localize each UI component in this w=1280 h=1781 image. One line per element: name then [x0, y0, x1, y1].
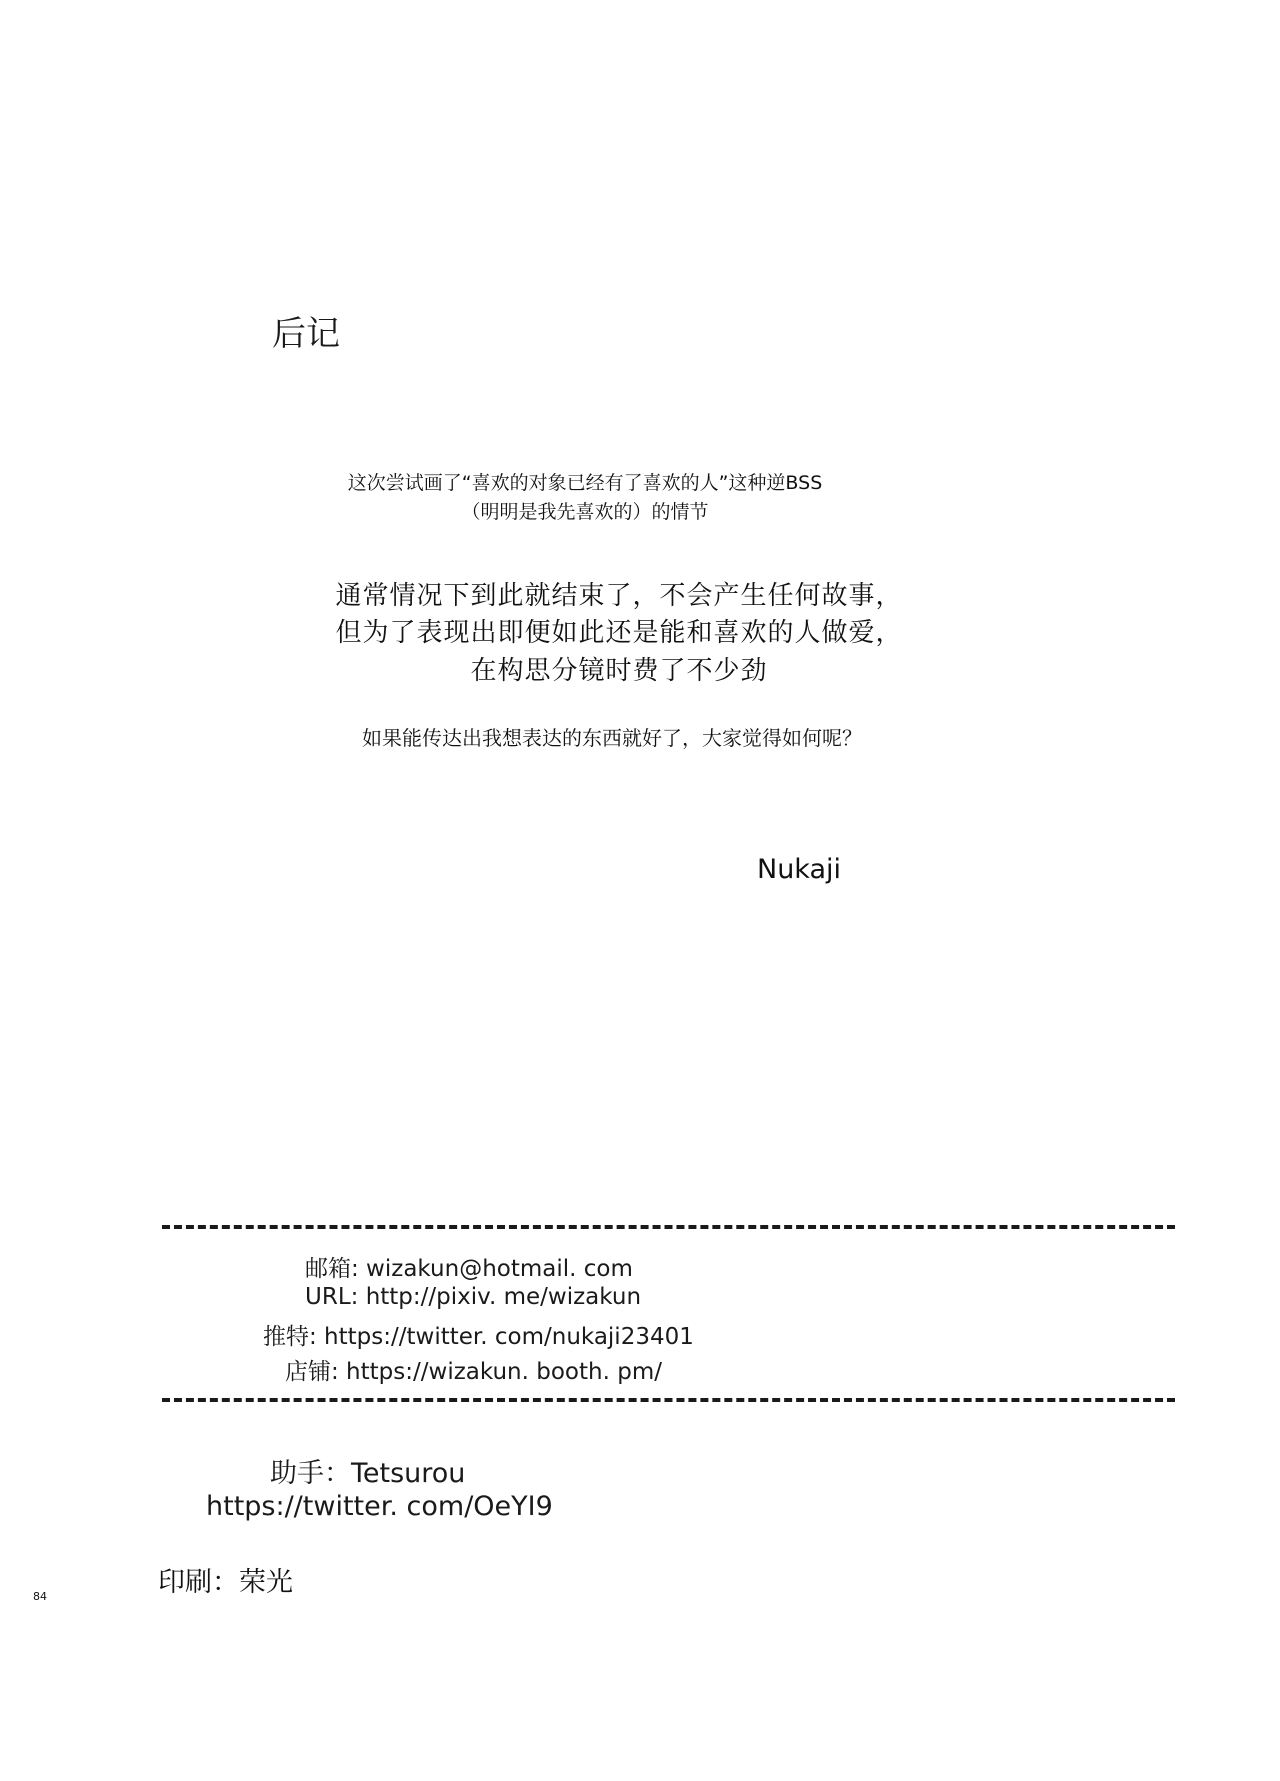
author-signature: Nukaji — [757, 854, 842, 885]
body-line-2: 但为了表现出即便如此还是能和喜欢的人做爱， — [335, 618, 903, 648]
page-number: 84 — [33, 1590, 47, 1603]
twitter-line: 推特: https://twitter. com/nukaji23401 — [263, 1324, 694, 1350]
intro-line-1: 这次尝试画了“喜欢的对象已经有了喜欢的人”这种逆BSS — [347, 472, 823, 494]
top-dashed-divider — [162, 1225, 1175, 1229]
shop-line: 店铺: https://wizakun. booth. pm/ — [285, 1359, 662, 1385]
printing-credit: 印刷：荣光 — [158, 1567, 293, 1598]
url-line: URL: http://pixiv. me/wizakun — [305, 1284, 642, 1310]
intro-line-2: （明明是我先喜欢的）的情节 — [461, 501, 709, 523]
body-line-1: 通常情况下到此就结束了，不会产生任何故事， — [335, 581, 903, 611]
assistant-link: https://twitter. com/OeYI9 — [206, 1491, 553, 1522]
afterword-title: 后记 — [272, 314, 340, 354]
assistant-credit: 助手：Tetsurou — [270, 1458, 466, 1489]
bottom-dashed-divider — [162, 1398, 1175, 1402]
email-line: 邮箱: wizakun@hotmail. com — [305, 1256, 633, 1282]
closing-question: 如果能传达出我想表达的东西就好了，大家觉得如何呢？ — [362, 726, 862, 750]
body-line-3: 在构思分镜时费了不少劲 — [470, 656, 768, 686]
